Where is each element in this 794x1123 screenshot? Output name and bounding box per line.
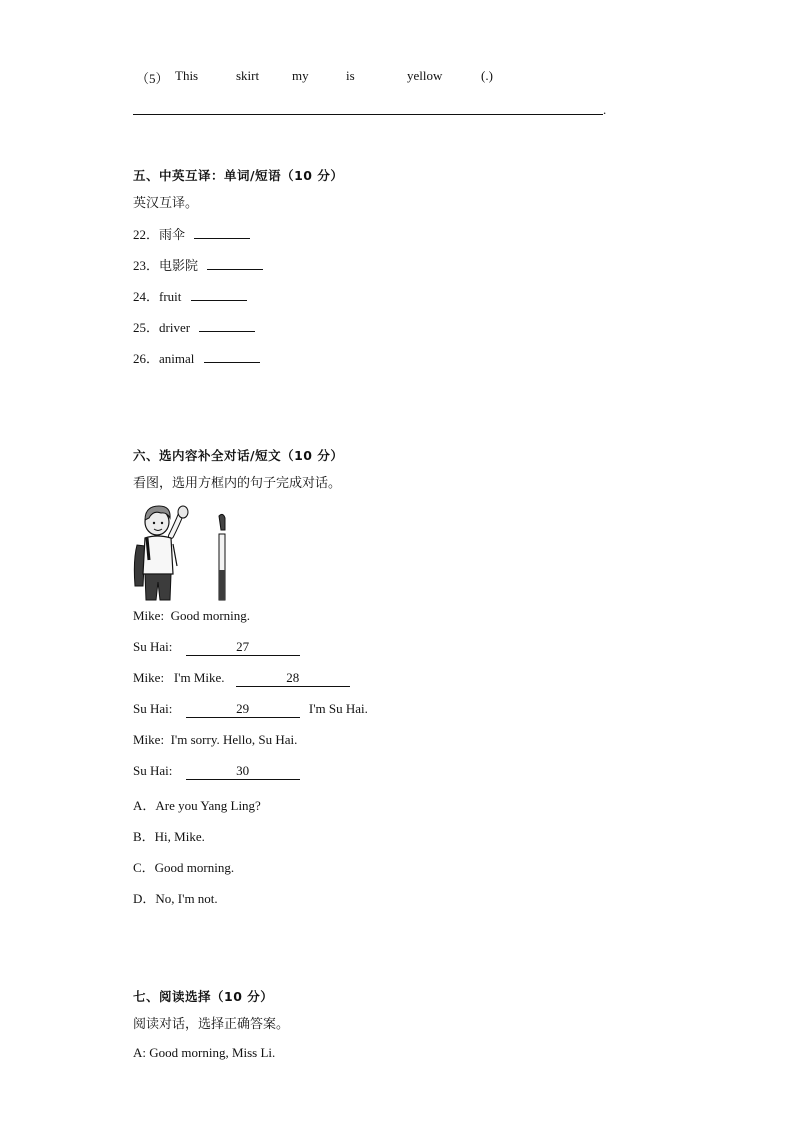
- answer-blank[interactable]: 27: [186, 639, 300, 656]
- q5-word: skirt: [236, 68, 260, 83]
- q5-word: is: [346, 68, 355, 83]
- q5-word: This: [175, 68, 199, 83]
- vocab-number: 22．: [133, 227, 160, 242]
- q5-word: my: [292, 68, 309, 83]
- option-letter: B．: [133, 829, 155, 844]
- dialogue-line: [133, 608, 250, 624]
- dialogue-line: [133, 701, 368, 718]
- vocab-number: 26．: [133, 351, 160, 366]
- section5-heading: 五、中英互译：单词/短语（10 分）: [133, 168, 344, 183]
- speaker: Su Hai:: [133, 763, 173, 778]
- vocab-number: 23．: [133, 258, 160, 273]
- option-d[interactable]: [133, 888, 218, 907]
- vocab-blank[interactable]: [194, 227, 250, 239]
- option-b[interactable]: [133, 826, 205, 845]
- vocab-text: 电影院: [159, 259, 199, 274]
- option-letter: D．: [133, 891, 156, 906]
- vocab-item: [133, 317, 255, 336]
- vocab-item: [133, 255, 263, 274]
- option-c[interactable]: [133, 857, 234, 876]
- vocab-text: fruit: [159, 289, 182, 304]
- vocab-number: 24．: [133, 289, 160, 304]
- vocab-blank[interactable]: [191, 289, 247, 301]
- answer-blank[interactable]: 29: [186, 701, 300, 718]
- vocab-blank[interactable]: [199, 320, 255, 332]
- dialogue-line: [133, 670, 350, 687]
- option-text: No, I'm not.: [155, 891, 218, 906]
- speaker: Su Hai:: [133, 701, 173, 716]
- vocab-item: [133, 348, 260, 367]
- reading-dialogue-line: A: Good morning, Miss Li.: [133, 1045, 276, 1060]
- dialogue-line: [133, 639, 300, 656]
- vocab-text: animal: [159, 351, 195, 366]
- q5-answer-line[interactable]: [133, 114, 603, 115]
- option-text: Are you Yang Ling?: [155, 798, 261, 813]
- option-a[interactable]: [133, 795, 261, 814]
- speaker: Su Hai:: [133, 639, 173, 654]
- option-text: Good morning.: [154, 860, 235, 875]
- speaker: Mike:: [133, 608, 165, 623]
- q5-number: （5）: [136, 71, 169, 86]
- answer-blank[interactable]: 30: [186, 763, 300, 780]
- section5-instruction: 英汉互译。: [133, 196, 199, 211]
- speaker: Mike:: [133, 670, 165, 685]
- vocab-item: [133, 286, 247, 305]
- vocab-blank[interactable]: [207, 258, 263, 270]
- q5-end-mark: .: [603, 102, 607, 117]
- vocab-item: [133, 224, 250, 243]
- section7-heading: 七、阅读选择（10 分）: [133, 989, 274, 1004]
- dialogue-text: I'm Mike.: [173, 670, 225, 685]
- q5-word: (.): [481, 68, 493, 83]
- section6-instruction: 看图，选用方框内的句子完成对话。: [133, 476, 342, 491]
- q5-word: yellow: [407, 68, 443, 83]
- speaker: Mike:: [133, 732, 165, 747]
- vocab-text: 雨伞: [159, 228, 186, 243]
- boy-waving-illustration: [133, 500, 228, 602]
- vocab-number: 25．: [133, 320, 160, 335]
- option-letter: A．: [133, 798, 156, 813]
- dialogue-line: [133, 732, 297, 748]
- dialogue-text: I'm Su Hai.: [308, 701, 368, 716]
- option-letter: C．: [133, 860, 155, 875]
- dialogue-line: [133, 763, 300, 780]
- dialogue-text: Good morning.: [170, 608, 251, 623]
- option-text: Hi, Mike.: [154, 829, 205, 844]
- vocab-text: driver: [159, 320, 191, 335]
- section7-instruction: 阅读对话，选择正确答案。: [133, 1017, 290, 1032]
- answer-blank[interactable]: 28: [236, 670, 350, 687]
- dialogue-text: I'm sorry. Hello, Su Hai.: [170, 732, 298, 747]
- section6-heading: 六、选内容补全对话/短文（10 分）: [133, 448, 344, 463]
- vocab-blank[interactable]: [204, 351, 260, 363]
